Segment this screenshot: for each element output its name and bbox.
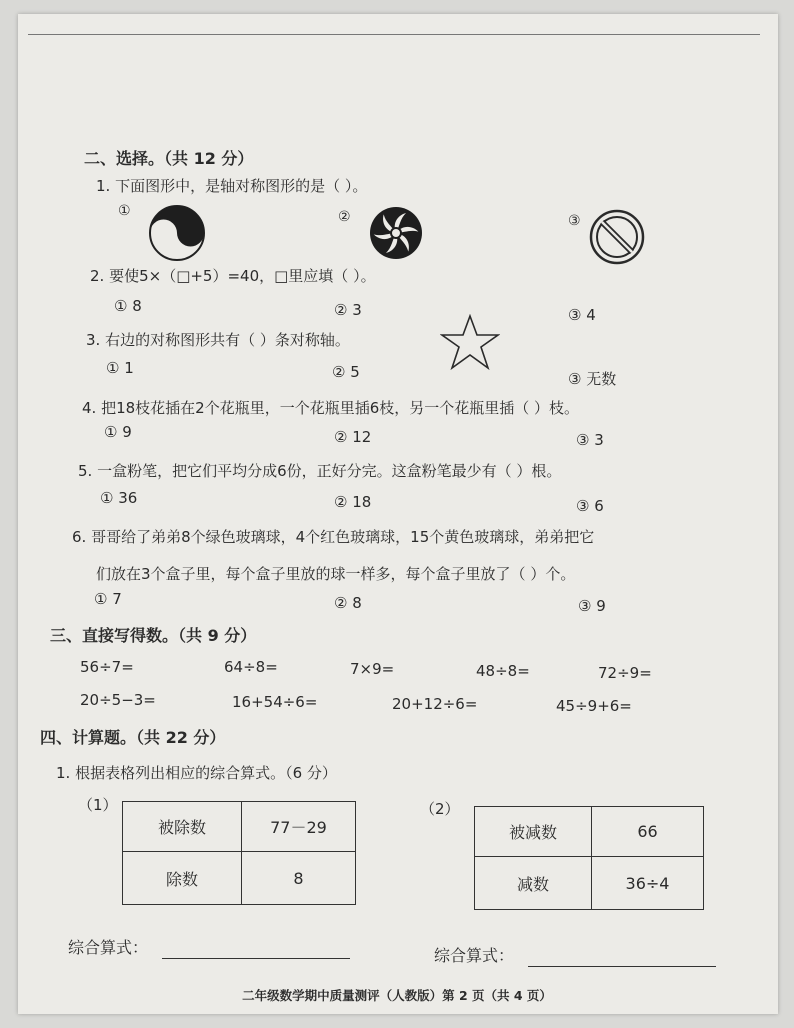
mental-math-8: 20+12÷6= (392, 695, 478, 713)
section2-heading: 二、选择。（共 12 分） (84, 149, 254, 168)
section4-q1-text: 1. 根据表格列出相应的综合算式。（6 分） (56, 764, 337, 782)
table-1 (122, 801, 356, 905)
q5-option-b: ② 18 (334, 493, 372, 511)
formula-label-1: 综合算式： (68, 938, 149, 957)
answer-line-2[interactable] (528, 966, 716, 967)
q5-option-c: ③ 6 (576, 497, 604, 515)
answer-line-1[interactable] (162, 958, 350, 959)
q3-option-b: ② 5 (332, 363, 360, 381)
top-divider (28, 34, 760, 35)
section3-heading: 三、直接写得数。（共 9 分） (50, 626, 257, 645)
mental-math-9: 45÷9+6= (556, 697, 632, 715)
q6-option-c: ③ 9 (578, 597, 606, 615)
mental-math-1: 56÷7= (80, 658, 134, 676)
q2-text: 2. 要使5×（□+5）=40，□里应填（ ）。 (90, 267, 376, 285)
q2-option-b: ② 3 (334, 301, 362, 319)
table1-label: （1） (78, 796, 118, 814)
q3-text: 3. 右边的对称图形共有（ ）条对称轴。 (86, 331, 350, 349)
mental-math-2: 64÷8= (224, 658, 278, 676)
q6-text-line2: 们放在3个盒子里，每个盒子里放的球一样多，每个盒子里放了（ ）个。 (96, 565, 576, 583)
mental-math-5: 72÷9= (598, 664, 652, 682)
prohibition-sign-icon (588, 208, 646, 266)
mental-math-4: 48÷8= (476, 662, 530, 680)
mental-math-6: 20÷5−3= (80, 691, 156, 709)
mental-math-3: 7×9= (350, 660, 395, 678)
q3-option-c: ③ 无数 (568, 370, 617, 388)
star-icon (440, 314, 500, 370)
section4-heading: 四、计算题。（共 22 分） (40, 728, 226, 747)
table2-minuend-header: 被减数 (475, 807, 592, 857)
q6-option-b: ② 8 (334, 594, 362, 612)
q4-option-c: ③ 3 (576, 431, 604, 449)
q5-text: 5. 一盒粉笔，把它们平均分成6份，正好分完。这盒粉笔最少有（ ）根。 (78, 462, 562, 480)
q1-option-c: ③ (568, 213, 581, 229)
table1-divisor-value: 8 (242, 852, 356, 905)
table1-dividend-value: 77－29 (242, 802, 356, 852)
q4-option-a: ① 9 (104, 423, 132, 441)
q1-option-a: ① (118, 203, 131, 219)
q1-option-b: ② (338, 209, 351, 225)
q2-option-c: ③ 4 (568, 306, 596, 324)
table1-divisor-header: 除数 (123, 852, 242, 905)
pinwheel-icon (368, 205, 424, 261)
q5-option-a: ① 36 (100, 489, 138, 507)
formula-label-2: 综合算式： (434, 946, 515, 965)
table2-subtrahend-value: 36÷4 (592, 857, 704, 910)
table1-dividend-header: 被除数 (123, 802, 242, 852)
q3-option-a: ① 1 (106, 359, 134, 377)
q2-option-a: ① 8 (114, 297, 142, 315)
table-2 (474, 806, 704, 910)
q6-text-line1: 6. 哥哥给了弟弟8个绿色玻璃球，4个红色玻璃球，15个黄色玻璃球，弟弟把它 (72, 528, 595, 546)
q4-text: 4. 把18枝花插在2个花瓶里，一个花瓶里插6枝，另一个花瓶里插（ ）枝。 (82, 399, 580, 417)
q4-option-b: ② 12 (334, 428, 372, 446)
q6-option-a: ① 7 (94, 590, 122, 608)
table2-subtrahend-header: 减数 (475, 857, 592, 910)
mental-math-7: 16+54÷6= (232, 693, 318, 711)
table2-label: （2） (420, 800, 460, 818)
yin-yang-icon (148, 204, 206, 262)
q1-text: 1. 下面图形中，是轴对称图形的是（ ）。 (96, 177, 368, 195)
table2-minuend-value: 66 (592, 807, 704, 857)
page-footer: 二年级数学期中质量测评（人教版）第 2 页（共 4 页） (242, 988, 552, 1003)
